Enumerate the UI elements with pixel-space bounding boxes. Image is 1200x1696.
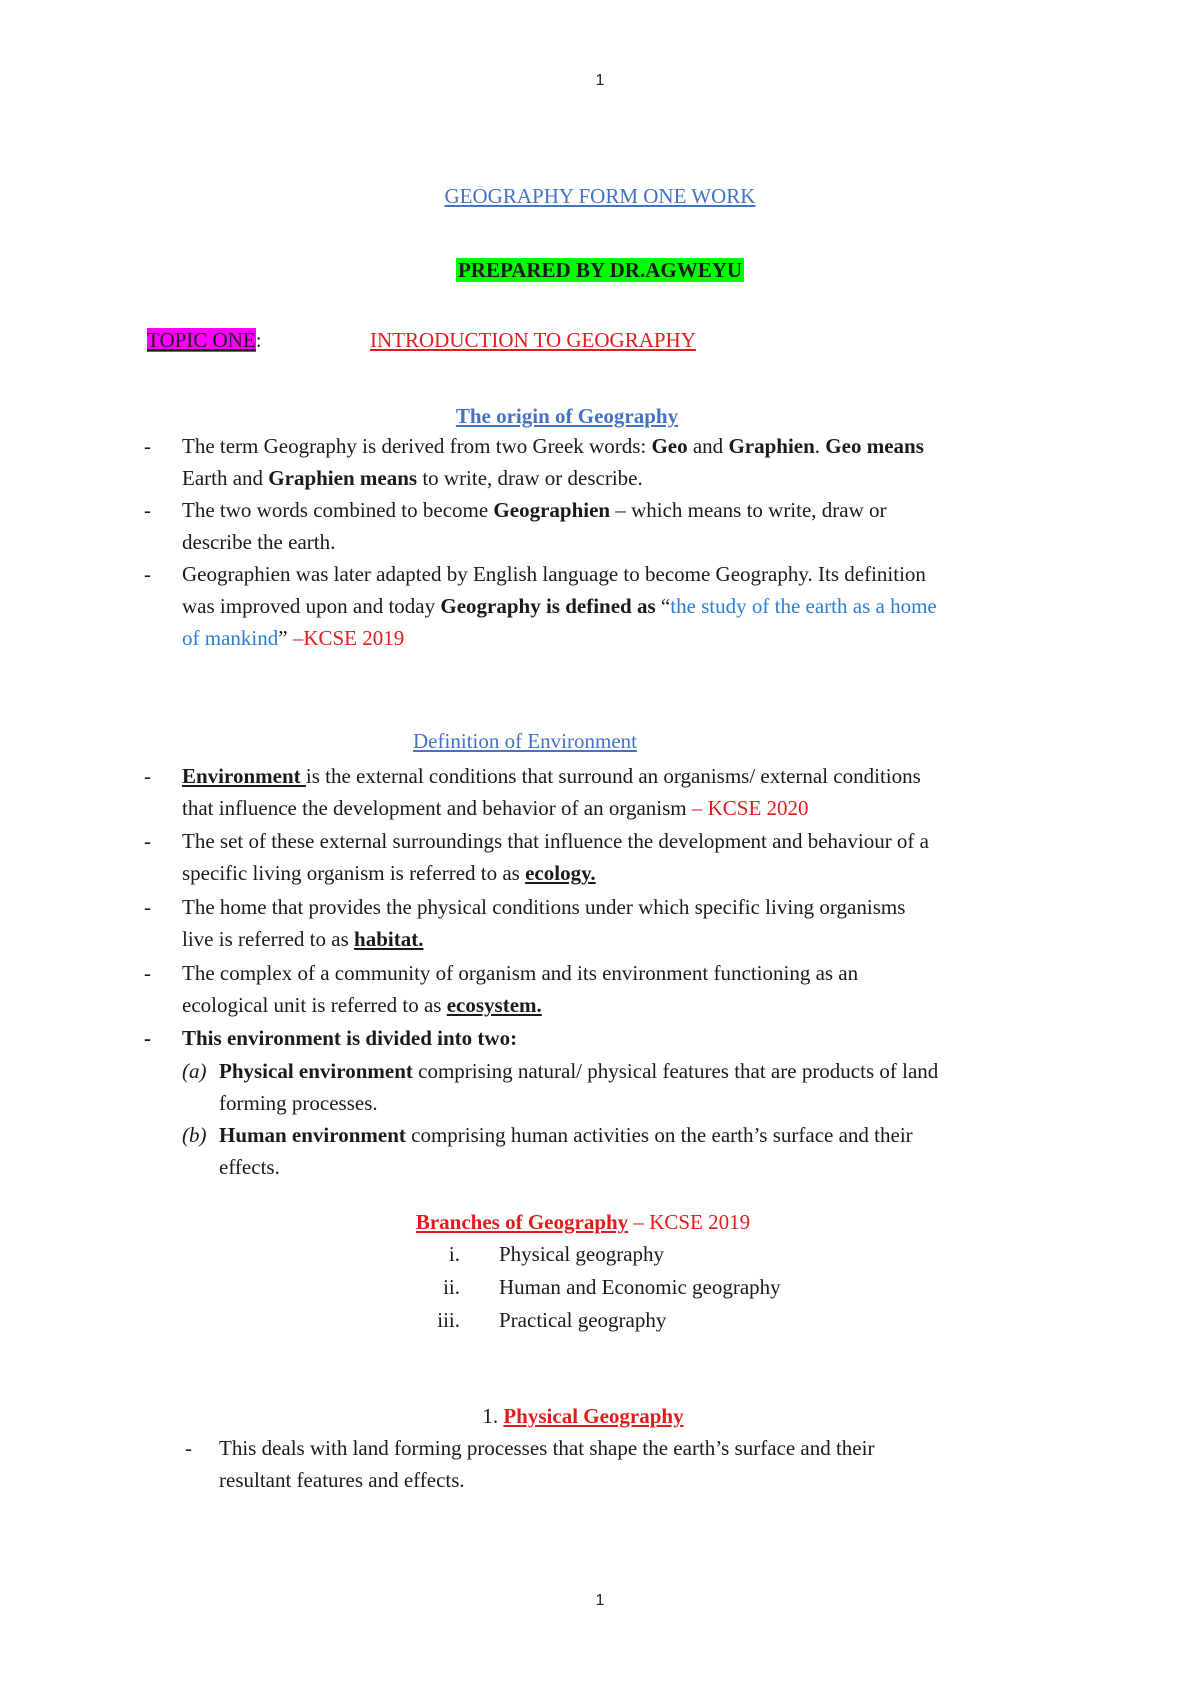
topic-label: TOPIC ONE — [147, 328, 256, 352]
text: ecological unit is referred to as — [182, 993, 447, 1017]
prepared-by — [0, 254, 1200, 286]
text: The two words combined to become — [182, 498, 494, 522]
topic-label-wrap — [147, 324, 262, 356]
term-geographien: Geographien — [493, 498, 611, 522]
text: comprising natural/ physical features that are products of land — [412, 1059, 939, 1083]
branch-item: Human and Economic geography — [499, 1275, 781, 1299]
physical-heading: Physical Geography — [503, 1404, 684, 1428]
text: that influence the development and behavior of an organism — [182, 796, 692, 820]
text: The term Geography is derived from two Greek words: — [182, 434, 652, 458]
env-b2-line1: The set of these external surroundings that influence the development and behaviour of a — [182, 829, 929, 853]
kcse-tag: – KCSE 2020 — [691, 796, 809, 820]
bullet-dash: - — [185, 1436, 192, 1460]
topic-name: INTRODUCTION TO GEOGRAPHY — [370, 328, 696, 352]
text: live is referred to as — [182, 927, 355, 951]
env-b4-line1: The complex of a community of organism and its environment functioning as an — [182, 961, 859, 985]
env-b2-line2 — [182, 857, 596, 889]
document-title — [0, 180, 1200, 212]
kcse-tag: – KCSE 2019 — [628, 1210, 751, 1234]
sub-a-label: (a) — [182, 1059, 207, 1083]
bullet-dash: - — [144, 895, 151, 919]
branch-item: Physical geography — [499, 1242, 665, 1266]
text: . — [814, 434, 826, 458]
bullet-dash: - — [144, 562, 151, 586]
text: to write, draw or describe. — [417, 466, 643, 490]
term-ecology: ecology. — [525, 861, 596, 885]
text: comprising human activities on the earth’s surface and their — [405, 1123, 913, 1147]
text: “ — [655, 594, 671, 618]
physical-line1: This deals with land forming processes that shape the earth’s surface and their — [219, 1436, 875, 1460]
sub-a-line1 — [219, 1055, 938, 1087]
topic-colon: : — [255, 328, 262, 352]
bullet-dash: - — [144, 434, 151, 458]
branch-item: Practical geography — [499, 1308, 667, 1332]
physical-num: 1. — [482, 1404, 504, 1428]
bullet-dash: - — [144, 1026, 151, 1050]
env-b5: This environment is divided into two: — [182, 1026, 518, 1050]
sub-a-line2: forming processes. — [219, 1091, 378, 1115]
sub-b-line1 — [219, 1119, 913, 1151]
definition-text: of mankind — [182, 626, 279, 650]
branch-num: iii. — [437, 1308, 460, 1332]
term-human-environment: Human environment — [219, 1123, 406, 1147]
term-environment: Environment — [182, 764, 306, 788]
prepared-by-text: PREPARED BY DR.AGWEYU — [457, 258, 743, 282]
origin-b1-line2 — [182, 462, 643, 494]
bullet-dash: - — [144, 764, 151, 788]
physical-line2: resultant features and effects. — [219, 1468, 465, 1492]
text: specific living organism is referred to as — [182, 861, 526, 885]
bullet-dash: - — [144, 498, 151, 522]
term-geo-means: Geo means — [825, 434, 924, 458]
branch-num: i. — [448, 1242, 460, 1266]
term-habitat: habitat. — [354, 927, 424, 951]
text: – which means to write, draw or — [610, 498, 887, 522]
page-number-bottom: 1 — [595, 1592, 605, 1609]
kcse-tag: –KCSE 2019 — [292, 626, 405, 650]
branch-num: ii. — [443, 1275, 460, 1299]
origin-heading: The origin of Geography — [455, 404, 679, 428]
environment-heading-wrap — [0, 725, 1050, 757]
branches-heading-wrap — [0, 1206, 1166, 1238]
page-number-top: 1 — [595, 72, 605, 89]
env-b1-line2 — [182, 792, 809, 824]
env-b4-line2 — [182, 989, 542, 1021]
topic-name-wrap — [370, 324, 696, 356]
title-text: GEOGRAPHY FORM ONE WORK — [444, 184, 756, 208]
term-geography-defined: Geography is defined as — [440, 594, 656, 618]
env-b3-line2 — [182, 923, 423, 955]
text: ” — [278, 626, 293, 650]
sub-b-label: (b) — [182, 1123, 207, 1147]
physical-heading-wrap — [0, 1400, 1166, 1432]
term-physical-environment: Physical environment — [219, 1059, 413, 1083]
env-b3-line1: The home that provides the physical conditions under which specific living organisms — [182, 895, 906, 919]
term-ecosystem: ecosystem. — [446, 993, 542, 1017]
term-graphien-means: Graphien means — [268, 466, 418, 490]
definition-text: the study of the earth as a home — [670, 594, 937, 618]
origin-b3-line2 — [182, 590, 937, 622]
branches-heading: Branches of Geography — [415, 1210, 629, 1234]
env-b1-line1 — [182, 760, 921, 792]
origin-b1-line1 — [182, 430, 924, 462]
bullet-dash: - — [144, 829, 151, 853]
term-geo: Geo — [651, 434, 688, 458]
origin-heading-wrap — [0, 400, 1134, 432]
term-graphien: Graphien — [728, 434, 815, 458]
text: and — [687, 434, 729, 458]
origin-b3-line1: Geographien was later adapted by English language to become Geography. Its definition — [182, 562, 926, 586]
sub-b-line2: effects. — [219, 1155, 280, 1179]
text: is the external conditions that surround an organisms/ external conditions — [305, 764, 921, 788]
environment-heading: Definition of Environment — [413, 729, 637, 753]
text: Earth and — [182, 466, 269, 490]
origin-b2-line2: describe the earth. — [182, 530, 336, 554]
bullet-dash: - — [144, 961, 151, 985]
origin-b3-line3 — [182, 622, 404, 654]
text: was improved upon and today — [182, 594, 441, 618]
origin-b2-line1 — [182, 494, 887, 526]
